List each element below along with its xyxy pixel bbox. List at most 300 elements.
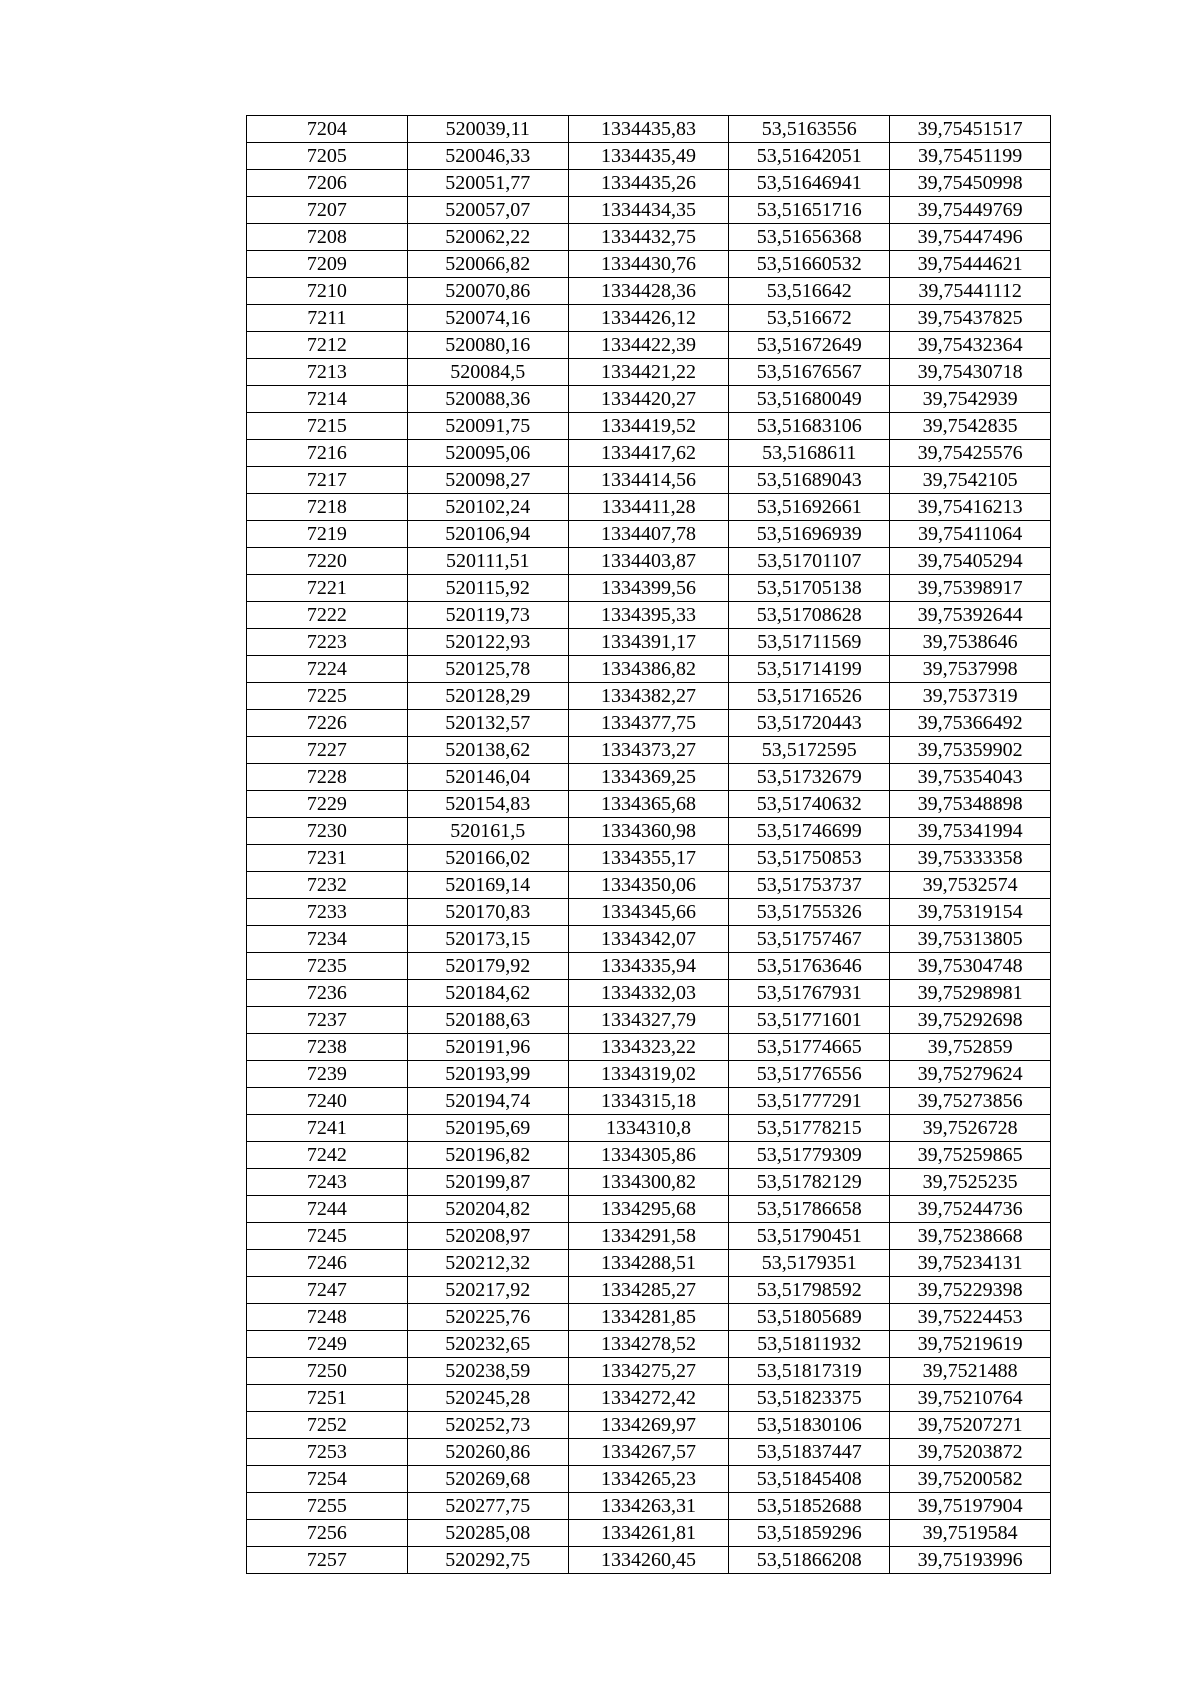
- longitude-cell: 39,75392644: [890, 602, 1051, 629]
- x-coordinate-cell: 520125,78: [407, 656, 568, 683]
- point-number-cell: 7232: [247, 872, 408, 899]
- y-coordinate-cell: 1334428,36: [568, 278, 729, 305]
- table-row: [247, 143, 1051, 170]
- y-coordinate-cell: 1334275,27: [568, 1358, 729, 1385]
- point-number-cell: 7233: [247, 899, 408, 926]
- y-coordinate-cell: 1334391,17: [568, 629, 729, 656]
- y-coordinate-cell: 1334269,97: [568, 1412, 729, 1439]
- latitude-cell: 53,51672649: [729, 332, 890, 359]
- table-row: [247, 1493, 1051, 1520]
- table-row: [247, 521, 1051, 548]
- table-row: [247, 926, 1051, 953]
- table-row: [247, 1331, 1051, 1358]
- point-number-cell: 7244: [247, 1196, 408, 1223]
- longitude-cell: 39,75203872: [890, 1439, 1051, 1466]
- x-coordinate-cell: 520057,07: [407, 197, 568, 224]
- latitude-cell: 53,51656368: [729, 224, 890, 251]
- point-number-cell: 7213: [247, 359, 408, 386]
- point-number-cell: 7255: [247, 1493, 408, 1520]
- point-number-cell: 7219: [247, 521, 408, 548]
- latitude-cell: 53,51852688: [729, 1493, 890, 1520]
- table-row: [247, 1547, 1051, 1574]
- latitude-cell: 53,51866208: [729, 1547, 890, 1574]
- longitude-cell: 39,75304748: [890, 953, 1051, 980]
- longitude-cell: 39,7542105: [890, 467, 1051, 494]
- x-coordinate-cell: 520292,75: [407, 1547, 568, 1574]
- point-number-cell: 7237: [247, 1007, 408, 1034]
- x-coordinate-cell: 520204,82: [407, 1196, 568, 1223]
- longitude-cell: 39,75348898: [890, 791, 1051, 818]
- x-coordinate-cell: 520091,75: [407, 413, 568, 440]
- y-coordinate-cell: 1334417,62: [568, 440, 729, 467]
- latitude-cell: 53,51740632: [729, 791, 890, 818]
- latitude-cell: 53,51845408: [729, 1466, 890, 1493]
- x-coordinate-cell: 520245,28: [407, 1385, 568, 1412]
- x-coordinate-cell: 520188,63: [407, 1007, 568, 1034]
- x-coordinate-cell: 520193,99: [407, 1061, 568, 1088]
- longitude-cell: 39,75207271: [890, 1412, 1051, 1439]
- table-row: [247, 197, 1051, 224]
- table-row: [247, 899, 1051, 926]
- table-row: [247, 629, 1051, 656]
- y-coordinate-cell: 1334261,81: [568, 1520, 729, 1547]
- x-coordinate-cell: 520111,51: [407, 548, 568, 575]
- latitude-cell: 53,51777291: [729, 1088, 890, 1115]
- latitude-cell: 53,51660532: [729, 251, 890, 278]
- latitude-cell: 53,51753737: [729, 872, 890, 899]
- longitude-cell: 39,75425576: [890, 440, 1051, 467]
- longitude-cell: 39,7521488: [890, 1358, 1051, 1385]
- y-coordinate-cell: 1334315,18: [568, 1088, 729, 1115]
- point-number-cell: 7250: [247, 1358, 408, 1385]
- latitude-cell: 53,51771601: [729, 1007, 890, 1034]
- y-coordinate-cell: 1334382,27: [568, 683, 729, 710]
- table-row: [247, 1412, 1051, 1439]
- point-number-cell: 7249: [247, 1331, 408, 1358]
- table-row: [247, 1358, 1051, 1385]
- longitude-cell: 39,75210764: [890, 1385, 1051, 1412]
- table-row: [247, 467, 1051, 494]
- point-number-cell: 7229: [247, 791, 408, 818]
- x-coordinate-cell: 520106,94: [407, 521, 568, 548]
- longitude-cell: 39,7542939: [890, 386, 1051, 413]
- x-coordinate-cell: 520146,04: [407, 764, 568, 791]
- y-coordinate-cell: 1334414,56: [568, 467, 729, 494]
- y-coordinate-cell: 1334426,12: [568, 305, 729, 332]
- latitude-cell: 53,51711569: [729, 629, 890, 656]
- point-number-cell: 7246: [247, 1250, 408, 1277]
- latitude-cell: 53,51778215: [729, 1115, 890, 1142]
- latitude-cell: 53,51680049: [729, 386, 890, 413]
- y-coordinate-cell: 1334327,79: [568, 1007, 729, 1034]
- longitude-cell: 39,75432364: [890, 332, 1051, 359]
- longitude-cell: 39,75279624: [890, 1061, 1051, 1088]
- longitude-cell: 39,75398917: [890, 575, 1051, 602]
- y-coordinate-cell: 1334310,8: [568, 1115, 729, 1142]
- point-number-cell: 7226: [247, 710, 408, 737]
- longitude-cell: 39,75319154: [890, 899, 1051, 926]
- longitude-cell: 39,75444621: [890, 251, 1051, 278]
- point-number-cell: 7221: [247, 575, 408, 602]
- latitude-cell: 53,51811932: [729, 1331, 890, 1358]
- longitude-cell: 39,75234131: [890, 1250, 1051, 1277]
- point-number-cell: 7222: [247, 602, 408, 629]
- y-coordinate-cell: 1334407,78: [568, 521, 729, 548]
- y-coordinate-cell: 1334422,39: [568, 332, 729, 359]
- y-coordinate-cell: 1334421,22: [568, 359, 729, 386]
- longitude-cell: 39,75229398: [890, 1277, 1051, 1304]
- point-number-cell: 7247: [247, 1277, 408, 1304]
- table-row: [247, 845, 1051, 872]
- y-coordinate-cell: 1334355,17: [568, 845, 729, 872]
- table-row: [247, 1142, 1051, 1169]
- y-coordinate-cell: 1334377,75: [568, 710, 729, 737]
- point-number-cell: 7239: [247, 1061, 408, 1088]
- latitude-cell: 53,51732679: [729, 764, 890, 791]
- longitude-cell: 39,75411064: [890, 521, 1051, 548]
- latitude-cell: 53,51859296: [729, 1520, 890, 1547]
- longitude-cell: 39,7537319: [890, 683, 1051, 710]
- y-coordinate-cell: 1334291,58: [568, 1223, 729, 1250]
- table-row: [247, 980, 1051, 1007]
- longitude-cell: 39,75359902: [890, 737, 1051, 764]
- point-number-cell: 7253: [247, 1439, 408, 1466]
- x-coordinate-cell: 520128,29: [407, 683, 568, 710]
- latitude-cell: 53,51642051: [729, 143, 890, 170]
- table-row: [247, 386, 1051, 413]
- latitude-cell: 53,51750853: [729, 845, 890, 872]
- point-number-cell: 7207: [247, 197, 408, 224]
- longitude-cell: 39,75450998: [890, 170, 1051, 197]
- y-coordinate-cell: 1334386,82: [568, 656, 729, 683]
- point-number-cell: 7251: [247, 1385, 408, 1412]
- table-row: [247, 224, 1051, 251]
- point-number-cell: 7218: [247, 494, 408, 521]
- point-number-cell: 7257: [247, 1547, 408, 1574]
- point-number-cell: 7243: [247, 1169, 408, 1196]
- latitude-cell: 53,516672: [729, 305, 890, 332]
- y-coordinate-cell: 1334430,76: [568, 251, 729, 278]
- latitude-cell: 53,51689043: [729, 467, 890, 494]
- y-coordinate-cell: 1334265,23: [568, 1466, 729, 1493]
- longitude-cell: 39,75447496: [890, 224, 1051, 251]
- table-row: [247, 1466, 1051, 1493]
- point-number-cell: 7242: [247, 1142, 408, 1169]
- y-coordinate-cell: 1334419,52: [568, 413, 729, 440]
- table-row: [247, 1115, 1051, 1142]
- point-number-cell: 7256: [247, 1520, 408, 1547]
- point-number-cell: 7227: [247, 737, 408, 764]
- table-row: [247, 359, 1051, 386]
- point-number-cell: 7209: [247, 251, 408, 278]
- y-coordinate-cell: 1334305,86: [568, 1142, 729, 1169]
- table-row: [247, 1277, 1051, 1304]
- y-coordinate-cell: 1334319,02: [568, 1061, 729, 1088]
- x-coordinate-cell: 520039,11: [407, 116, 568, 143]
- longitude-cell: 39,75298981: [890, 980, 1051, 1007]
- y-coordinate-cell: 1334300,82: [568, 1169, 729, 1196]
- longitude-cell: 39,75449769: [890, 197, 1051, 224]
- longitude-cell: 39,7525235: [890, 1169, 1051, 1196]
- latitude-cell: 53,51720443: [729, 710, 890, 737]
- x-coordinate-cell: 520285,08: [407, 1520, 568, 1547]
- latitude-cell: 53,51817319: [729, 1358, 890, 1385]
- y-coordinate-cell: 1334332,03: [568, 980, 729, 1007]
- table-row: [247, 413, 1051, 440]
- latitude-cell: 53,51646941: [729, 170, 890, 197]
- table-row: [247, 656, 1051, 683]
- longitude-cell: 39,75416213: [890, 494, 1051, 521]
- point-number-cell: 7252: [247, 1412, 408, 1439]
- y-coordinate-cell: 1334420,27: [568, 386, 729, 413]
- x-coordinate-cell: 520161,5: [407, 818, 568, 845]
- y-coordinate-cell: 1334360,98: [568, 818, 729, 845]
- x-coordinate-cell: 520179,92: [407, 953, 568, 980]
- table-row: [247, 1061, 1051, 1088]
- table-row: [247, 818, 1051, 845]
- table-row: [247, 1007, 1051, 1034]
- point-number-cell: 7220: [247, 548, 408, 575]
- y-coordinate-cell: 1334285,27: [568, 1277, 729, 1304]
- table-row: [247, 494, 1051, 521]
- point-number-cell: 7234: [247, 926, 408, 953]
- x-coordinate-cell: 520051,77: [407, 170, 568, 197]
- longitude-cell: 39,75273856: [890, 1088, 1051, 1115]
- point-number-cell: 7235: [247, 953, 408, 980]
- latitude-cell: 53,51790451: [729, 1223, 890, 1250]
- table-row: [247, 710, 1051, 737]
- longitude-cell: 39,75451199: [890, 143, 1051, 170]
- x-coordinate-cell: 520232,65: [407, 1331, 568, 1358]
- x-coordinate-cell: 520102,24: [407, 494, 568, 521]
- y-coordinate-cell: 1334435,49: [568, 143, 729, 170]
- x-coordinate-cell: 520252,73: [407, 1412, 568, 1439]
- x-coordinate-cell: 520046,33: [407, 143, 568, 170]
- point-number-cell: 7217: [247, 467, 408, 494]
- point-number-cell: 7223: [247, 629, 408, 656]
- latitude-cell: 53,51830106: [729, 1412, 890, 1439]
- table-row: [247, 1034, 1051, 1061]
- longitude-cell: 39,75441112: [890, 278, 1051, 305]
- longitude-cell: 39,7519584: [890, 1520, 1051, 1547]
- x-coordinate-cell: 520184,62: [407, 980, 568, 1007]
- y-coordinate-cell: 1334345,66: [568, 899, 729, 926]
- x-coordinate-cell: 520194,74: [407, 1088, 568, 1115]
- latitude-cell: 53,51676567: [729, 359, 890, 386]
- longitude-cell: 39,75197904: [890, 1493, 1051, 1520]
- latitude-cell: 53,51798592: [729, 1277, 890, 1304]
- table-row: [247, 251, 1051, 278]
- x-coordinate-cell: 520074,16: [407, 305, 568, 332]
- longitude-cell: 39,75437825: [890, 305, 1051, 332]
- point-number-cell: 7214: [247, 386, 408, 413]
- longitude-cell: 39,7526728: [890, 1115, 1051, 1142]
- longitude-cell: 39,7532574: [890, 872, 1051, 899]
- latitude-cell: 53,51786658: [729, 1196, 890, 1223]
- latitude-cell: 53,5172595: [729, 737, 890, 764]
- latitude-cell: 53,5179351: [729, 1250, 890, 1277]
- latitude-cell: 53,51696939: [729, 521, 890, 548]
- x-coordinate-cell: 520098,27: [407, 467, 568, 494]
- longitude-cell: 39,75193996: [890, 1547, 1051, 1574]
- x-coordinate-cell: 520277,75: [407, 1493, 568, 1520]
- y-coordinate-cell: 1334272,42: [568, 1385, 729, 1412]
- table-row: [247, 953, 1051, 980]
- table-row: [247, 278, 1051, 305]
- y-coordinate-cell: 1334260,45: [568, 1547, 729, 1574]
- y-coordinate-cell: 1334395,33: [568, 602, 729, 629]
- point-number-cell: 7240: [247, 1088, 408, 1115]
- point-number-cell: 7216: [247, 440, 408, 467]
- point-number-cell: 7238: [247, 1034, 408, 1061]
- x-coordinate-cell: 520225,76: [407, 1304, 568, 1331]
- y-coordinate-cell: 1334288,51: [568, 1250, 729, 1277]
- point-number-cell: 7245: [247, 1223, 408, 1250]
- longitude-cell: 39,75354043: [890, 764, 1051, 791]
- x-coordinate-cell: 520066,82: [407, 251, 568, 278]
- table-row: [247, 602, 1051, 629]
- x-coordinate-cell: 520212,32: [407, 1250, 568, 1277]
- longitude-cell: 39,75224453: [890, 1304, 1051, 1331]
- table-row: [247, 116, 1051, 143]
- x-coordinate-cell: 520173,15: [407, 926, 568, 953]
- y-coordinate-cell: 1334403,87: [568, 548, 729, 575]
- latitude-cell: 53,5168611: [729, 440, 890, 467]
- y-coordinate-cell: 1334267,57: [568, 1439, 729, 1466]
- coordinates-table: [246, 115, 1051, 1574]
- point-number-cell: 7212: [247, 332, 408, 359]
- table-row: [247, 170, 1051, 197]
- y-coordinate-cell: 1334373,27: [568, 737, 729, 764]
- latitude-cell: 53,51716526: [729, 683, 890, 710]
- y-coordinate-cell: 1334399,56: [568, 575, 729, 602]
- longitude-cell: 39,75200582: [890, 1466, 1051, 1493]
- y-coordinate-cell: 1334281,85: [568, 1304, 729, 1331]
- table-row: [247, 1169, 1051, 1196]
- table-row: [247, 683, 1051, 710]
- longitude-cell: 39,7538646: [890, 629, 1051, 656]
- longitude-cell: 39,75405294: [890, 548, 1051, 575]
- table-row: [247, 1088, 1051, 1115]
- x-coordinate-cell: 520170,83: [407, 899, 568, 926]
- longitude-cell: 39,752859: [890, 1034, 1051, 1061]
- x-coordinate-cell: 520169,14: [407, 872, 568, 899]
- x-coordinate-cell: 520119,73: [407, 602, 568, 629]
- x-coordinate-cell: 520122,93: [407, 629, 568, 656]
- latitude-cell: 53,51823375: [729, 1385, 890, 1412]
- point-number-cell: 7206: [247, 170, 408, 197]
- latitude-cell: 53,51692661: [729, 494, 890, 521]
- latitude-cell: 53,51701107: [729, 548, 890, 575]
- x-coordinate-cell: 520088,36: [407, 386, 568, 413]
- x-coordinate-cell: 520132,57: [407, 710, 568, 737]
- table-row: [247, 575, 1051, 602]
- latitude-cell: 53,51651716: [729, 197, 890, 224]
- x-coordinate-cell: 520191,96: [407, 1034, 568, 1061]
- x-coordinate-cell: 520196,82: [407, 1142, 568, 1169]
- y-coordinate-cell: 1334278,52: [568, 1331, 729, 1358]
- x-coordinate-cell: 520138,62: [407, 737, 568, 764]
- latitude-cell: 53,51767931: [729, 980, 890, 1007]
- latitude-cell: 53,51805689: [729, 1304, 890, 1331]
- latitude-cell: 53,51755326: [729, 899, 890, 926]
- latitude-cell: 53,51708628: [729, 602, 890, 629]
- latitude-cell: 53,51837447: [729, 1439, 890, 1466]
- x-coordinate-cell: 520062,22: [407, 224, 568, 251]
- longitude-cell: 39,75313805: [890, 926, 1051, 953]
- latitude-cell: 53,51763646: [729, 953, 890, 980]
- table-row: [247, 1385, 1051, 1412]
- y-coordinate-cell: 1334435,26: [568, 170, 729, 197]
- coordinates-table-body: [247, 116, 1051, 1574]
- table-row: [247, 872, 1051, 899]
- longitude-cell: 39,75292698: [890, 1007, 1051, 1034]
- latitude-cell: 53,51776556: [729, 1061, 890, 1088]
- x-coordinate-cell: 520080,16: [407, 332, 568, 359]
- latitude-cell: 53,51705138: [729, 575, 890, 602]
- latitude-cell: 53,51714199: [729, 656, 890, 683]
- longitude-cell: 39,75451517: [890, 116, 1051, 143]
- x-coordinate-cell: 520095,06: [407, 440, 568, 467]
- latitude-cell: 53,51782129: [729, 1169, 890, 1196]
- x-coordinate-cell: 520154,83: [407, 791, 568, 818]
- y-coordinate-cell: 1334435,83: [568, 116, 729, 143]
- longitude-cell: 39,75341994: [890, 818, 1051, 845]
- point-number-cell: 7215: [247, 413, 408, 440]
- table-row: [247, 737, 1051, 764]
- y-coordinate-cell: 1334411,28: [568, 494, 729, 521]
- longitude-cell: 39,75259865: [890, 1142, 1051, 1169]
- point-number-cell: 7231: [247, 845, 408, 872]
- longitude-cell: 39,75219619: [890, 1331, 1051, 1358]
- point-number-cell: 7248: [247, 1304, 408, 1331]
- latitude-cell: 53,5163556: [729, 116, 890, 143]
- x-coordinate-cell: 520260,86: [407, 1439, 568, 1466]
- x-coordinate-cell: 520199,87: [407, 1169, 568, 1196]
- x-coordinate-cell: 520269,68: [407, 1466, 568, 1493]
- latitude-cell: 53,51779309: [729, 1142, 890, 1169]
- latitude-cell: 53,516642: [729, 278, 890, 305]
- table-row: [247, 764, 1051, 791]
- y-coordinate-cell: 1334365,68: [568, 791, 729, 818]
- x-coordinate-cell: 520084,5: [407, 359, 568, 386]
- longitude-cell: 39,75238668: [890, 1223, 1051, 1250]
- y-coordinate-cell: 1334335,94: [568, 953, 729, 980]
- y-coordinate-cell: 1334295,68: [568, 1196, 729, 1223]
- y-coordinate-cell: 1334434,35: [568, 197, 729, 224]
- x-coordinate-cell: 520195,69: [407, 1115, 568, 1142]
- point-number-cell: 7241: [247, 1115, 408, 1142]
- latitude-cell: 53,51683106: [729, 413, 890, 440]
- latitude-cell: 53,51757467: [729, 926, 890, 953]
- x-coordinate-cell: 520115,92: [407, 575, 568, 602]
- point-number-cell: 7208: [247, 224, 408, 251]
- x-coordinate-cell: 520166,02: [407, 845, 568, 872]
- y-coordinate-cell: 1334432,75: [568, 224, 729, 251]
- point-number-cell: 7211: [247, 305, 408, 332]
- x-coordinate-cell: 520070,86: [407, 278, 568, 305]
- y-coordinate-cell: 1334263,31: [568, 1493, 729, 1520]
- y-coordinate-cell: 1334323,22: [568, 1034, 729, 1061]
- y-coordinate-cell: 1334342,07: [568, 926, 729, 953]
- table-row: [247, 440, 1051, 467]
- table-row: [247, 791, 1051, 818]
- latitude-cell: 53,51774665: [729, 1034, 890, 1061]
- x-coordinate-cell: 520217,92: [407, 1277, 568, 1304]
- point-number-cell: 7225: [247, 683, 408, 710]
- point-number-cell: 7236: [247, 980, 408, 1007]
- x-coordinate-cell: 520238,59: [407, 1358, 568, 1385]
